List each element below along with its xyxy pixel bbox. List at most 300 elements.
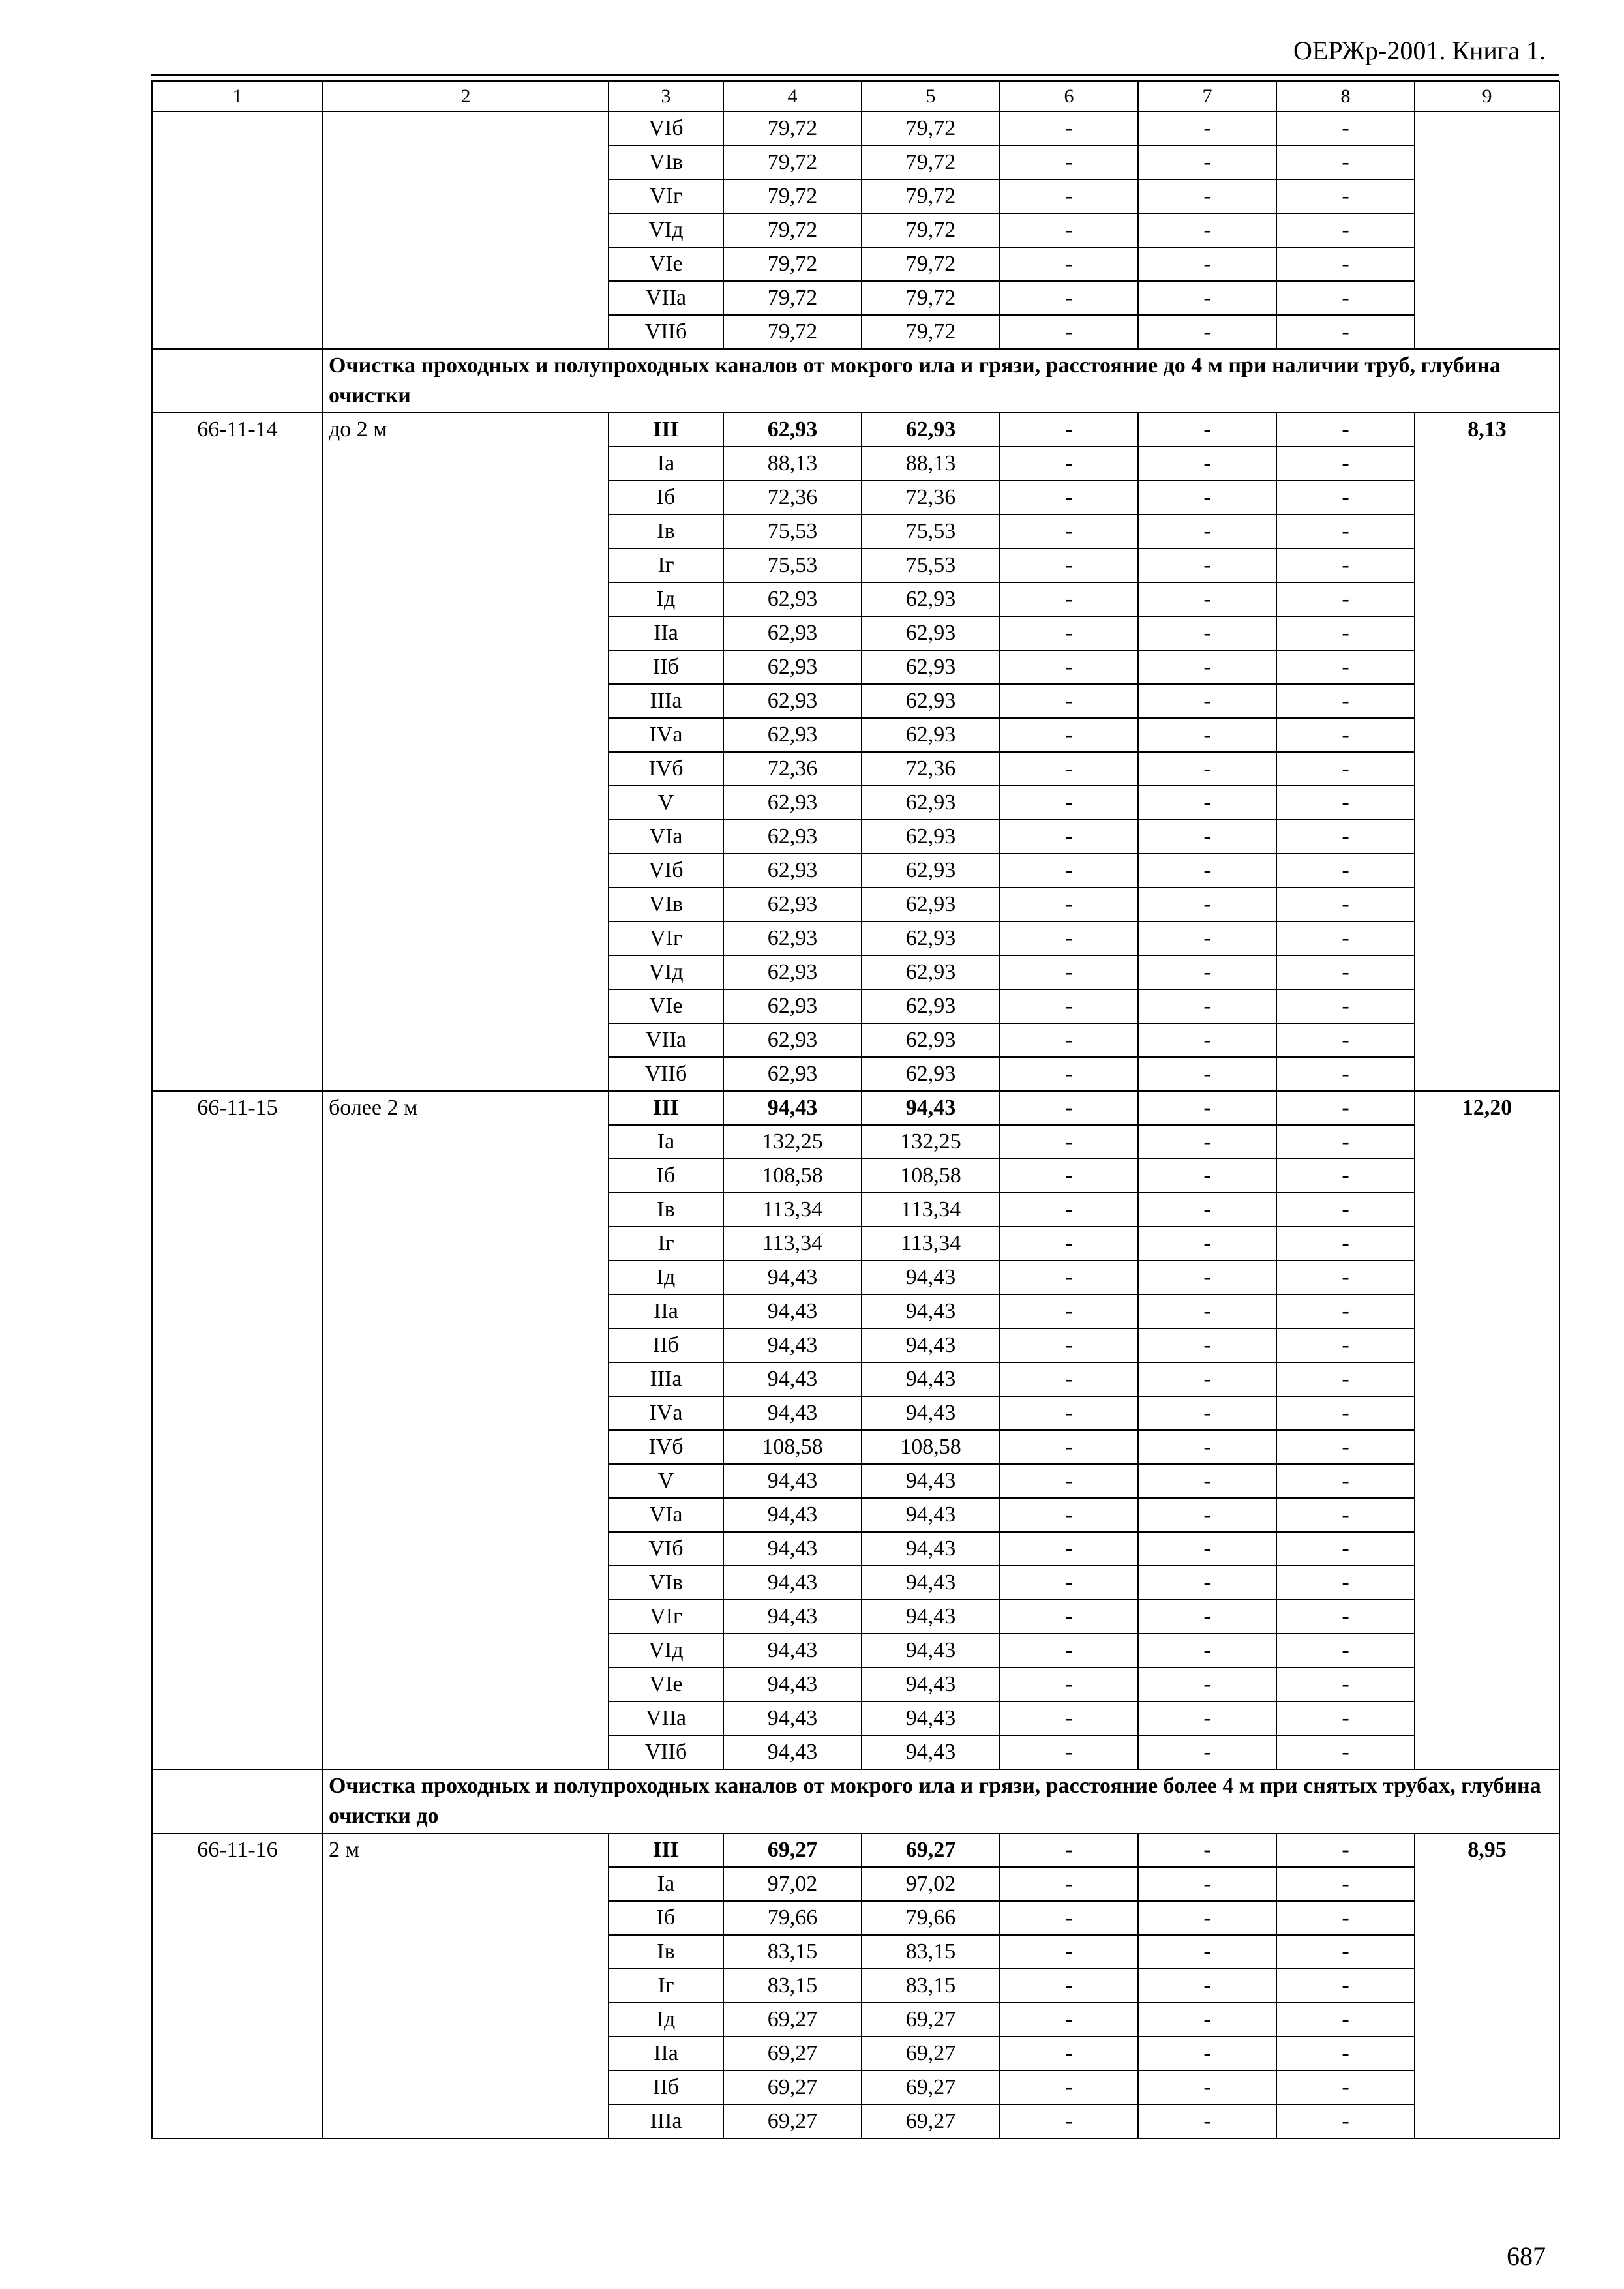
item-code: 66-11-14	[152, 413, 323, 1091]
machine-cost-cell: -	[1000, 1833, 1138, 1867]
wages-cell: 62,93	[862, 1023, 1000, 1057]
machinist-wages-cell: -	[1138, 481, 1276, 515]
wages-cell: 94,43	[862, 1668, 1000, 1701]
total-cost-cell: 62,93	[723, 650, 862, 684]
total-cost-cell: 62,93	[723, 718, 862, 752]
machine-cost-cell: -	[1000, 955, 1138, 989]
machine-cost-cell: -	[1000, 1566, 1138, 1600]
machinist-wages-cell: -	[1138, 1057, 1276, 1091]
materials-cost-cell: -	[1276, 1057, 1415, 1091]
price-group-cell: VIIа	[609, 1701, 723, 1735]
price-group-cell: VIд	[609, 955, 723, 989]
machinist-wages-cell: -	[1138, 413, 1276, 447]
materials-cost-cell: -	[1276, 718, 1415, 752]
total-cost-cell: 94,43	[723, 1396, 862, 1430]
wages-cell: 62,93	[862, 684, 1000, 718]
price-group-cell: VIг	[609, 1600, 723, 1634]
wages-cell: 83,15	[862, 1935, 1000, 1969]
price-group-cell: Iб	[609, 481, 723, 515]
machinist-wages-cell: -	[1138, 1159, 1276, 1193]
materials-cost-cell: -	[1276, 1328, 1415, 1362]
price-group-cell: VIв	[609, 888, 723, 921]
machinist-wages-cell: -	[1138, 820, 1276, 854]
total-cost-cell: 94,43	[723, 1566, 862, 1600]
materials-cost-cell: -	[1276, 1634, 1415, 1668]
price-group-cell: VIе	[609, 1668, 723, 1701]
wages-cell: 94,43	[862, 1634, 1000, 1668]
materials-cost-cell: -	[1276, 2104, 1415, 2138]
total-cost-cell: 62,93	[723, 1057, 862, 1091]
total-cost-cell: 62,93	[723, 989, 862, 1023]
total-cost-cell: 75,53	[723, 548, 862, 582]
table-row	[152, 413, 1559, 447]
wages-cell: 69,27	[862, 2003, 1000, 2037]
machinist-wages-cell: -	[1138, 650, 1276, 684]
column-number: 8	[1276, 82, 1415, 112]
wages-cell: 69,27	[862, 2037, 1000, 2071]
wages-cell: 69,27	[862, 2104, 1000, 2138]
wages-cell: 94,43	[862, 1566, 1000, 1600]
machine-cost-cell: -	[1000, 1867, 1138, 1901]
machinist-wages-cell: -	[1138, 752, 1276, 786]
materials-cost-cell: -	[1276, 315, 1415, 349]
wages-cell: 94,43	[862, 1328, 1000, 1362]
total-cost-cell: 108,58	[723, 1430, 862, 1464]
machinist-wages-cell: -	[1138, 2104, 1276, 2138]
machinist-wages-cell: -	[1138, 247, 1276, 281]
total-cost-cell: 94,43	[723, 1634, 862, 1668]
wages-cell: 62,93	[862, 820, 1000, 854]
total-cost-cell: 79,72	[723, 315, 862, 349]
price-group-cell: VIIб	[609, 1735, 723, 1769]
item-name: до 2 м	[323, 413, 609, 1091]
wages-cell: 75,53	[862, 515, 1000, 548]
price-group-cell: Iг	[609, 548, 723, 582]
wages-cell: 79,72	[862, 179, 1000, 213]
price-group-cell: IIа	[609, 616, 723, 650]
price-group-cell: Iд	[609, 1261, 723, 1294]
machinist-wages-cell: -	[1138, 515, 1276, 548]
total-cost-cell: 113,34	[723, 1227, 862, 1261]
materials-cost-cell: -	[1276, 1125, 1415, 1159]
total-cost-cell: 79,72	[723, 213, 862, 247]
wages-cell: 62,93	[862, 989, 1000, 1023]
machinist-wages-cell: -	[1138, 582, 1276, 616]
wages-cell: 94,43	[862, 1091, 1000, 1125]
machine-cost-cell: -	[1000, 616, 1138, 650]
machine-cost-cell: -	[1000, 1532, 1138, 1566]
price-group-cell: VIб	[609, 112, 723, 145]
materials-cost-cell: -	[1276, 1464, 1415, 1498]
machinist-wages-cell: -	[1138, 684, 1276, 718]
machine-cost-cell: -	[1000, 1498, 1138, 1532]
materials-cost-cell: -	[1276, 888, 1415, 921]
total-cost-cell: 79,72	[723, 112, 862, 145]
machine-cost-cell: -	[1000, 718, 1138, 752]
total-cost-cell: 69,27	[723, 2003, 862, 2037]
machine-cost-cell: -	[1000, 1261, 1138, 1294]
machine-cost-cell: -	[1000, 548, 1138, 582]
total-cost-cell: 79,72	[723, 145, 862, 179]
total-cost-cell: 94,43	[723, 1498, 862, 1532]
item-code: 66-11-15	[152, 1091, 323, 1769]
machine-cost-cell: -	[1000, 1362, 1138, 1396]
materials-cost-cell: -	[1276, 1430, 1415, 1464]
price-group-cell: IVб	[609, 1430, 723, 1464]
price-group-cell: Iа	[609, 1867, 723, 1901]
labor-cost-cell: 8,13	[1415, 413, 1559, 1091]
price-group-cell: III	[609, 1833, 723, 1867]
price-group-cell: Iд	[609, 582, 723, 616]
machinist-wages-cell: -	[1138, 1833, 1276, 1867]
total-cost-cell: 94,43	[723, 1532, 862, 1566]
price-group-cell: IVа	[609, 1396, 723, 1430]
section-spacer-cell	[152, 349, 323, 413]
machinist-wages-cell: -	[1138, 1701, 1276, 1735]
price-group-cell: Iг	[609, 1227, 723, 1261]
price-group-cell: VIв	[609, 1566, 723, 1600]
machine-cost-cell: -	[1000, 1294, 1138, 1328]
section-header-row	[152, 349, 1559, 413]
price-group-cell: VIг	[609, 179, 723, 213]
price-group-cell: VIв	[609, 145, 723, 179]
price-group-cell: Iв	[609, 1935, 723, 1969]
machinist-wages-cell: -	[1138, 1634, 1276, 1668]
materials-cost-cell: -	[1276, 1668, 1415, 1701]
machine-cost-cell: -	[1000, 1969, 1138, 2003]
machine-cost-cell: -	[1000, 1735, 1138, 1769]
total-cost-cell: 79,72	[723, 179, 862, 213]
materials-cost-cell: -	[1276, 413, 1415, 447]
machine-cost-cell: -	[1000, 820, 1138, 854]
materials-cost-cell: -	[1276, 921, 1415, 955]
materials-cost-cell: -	[1276, 1159, 1415, 1193]
column-number: 5	[862, 82, 1000, 112]
machinist-wages-cell: -	[1138, 145, 1276, 179]
total-cost-cell: 69,27	[723, 2071, 862, 2104]
machinist-wages-cell: -	[1138, 2071, 1276, 2104]
price-group-cell: VIд	[609, 213, 723, 247]
materials-cost-cell: -	[1276, 1867, 1415, 1901]
materials-cost-cell: -	[1276, 582, 1415, 616]
total-cost-cell: 72,36	[723, 752, 862, 786]
machine-cost-cell: -	[1000, 1091, 1138, 1125]
total-cost-cell: 62,93	[723, 413, 862, 447]
column-number: 2	[323, 82, 609, 112]
machinist-wages-cell: -	[1138, 854, 1276, 888]
total-cost-cell: 113,34	[723, 1193, 862, 1227]
wages-cell: 79,66	[862, 1901, 1000, 1935]
total-cost-cell: 88,13	[723, 447, 862, 481]
item-name: более 2 м	[323, 1091, 609, 1769]
price-group-cell: Iв	[609, 1193, 723, 1227]
price-group-cell: VIе	[609, 247, 723, 281]
machinist-wages-cell: -	[1138, 1125, 1276, 1159]
price-group-cell: V	[609, 786, 723, 820]
wages-cell: 94,43	[862, 1294, 1000, 1328]
wages-cell: 72,36	[862, 481, 1000, 515]
rates-table	[151, 81, 1560, 2139]
wages-cell: 62,93	[862, 921, 1000, 955]
machine-cost-cell: -	[1000, 281, 1138, 315]
total-cost-cell: 94,43	[723, 1294, 862, 1328]
total-cost-cell: 94,43	[723, 1091, 862, 1125]
materials-cost-cell: -	[1276, 1193, 1415, 1227]
machinist-wages-cell: -	[1138, 1227, 1276, 1261]
machinist-wages-cell: -	[1138, 888, 1276, 921]
machine-cost-cell: -	[1000, 213, 1138, 247]
column-number: 1	[152, 82, 323, 112]
wages-cell: 94,43	[862, 1701, 1000, 1735]
price-group-cell: VIе	[609, 989, 723, 1023]
total-cost-cell: 83,15	[723, 1935, 862, 1969]
materials-cost-cell: -	[1276, 1833, 1415, 1867]
machine-cost-cell: -	[1000, 1634, 1138, 1668]
materials-cost-cell: -	[1276, 2037, 1415, 2071]
labor-cost-cell	[1415, 112, 1559, 349]
total-cost-cell: 94,43	[723, 1464, 862, 1498]
wages-cell: 79,72	[862, 112, 1000, 145]
materials-cost-cell: -	[1276, 1600, 1415, 1634]
price-group-cell: VIIа	[609, 1023, 723, 1057]
wages-cell: 83,15	[862, 1969, 1000, 2003]
machinist-wages-cell: -	[1138, 1901, 1276, 1935]
wages-cell: 62,93	[862, 854, 1000, 888]
machine-cost-cell: -	[1000, 1159, 1138, 1193]
wages-cell: 97,02	[862, 1867, 1000, 1901]
total-cost-cell: 94,43	[723, 1261, 862, 1294]
machinist-wages-cell: -	[1138, 548, 1276, 582]
price-group-cell: IIб	[609, 1328, 723, 1362]
wages-cell: 94,43	[862, 1464, 1000, 1498]
machinist-wages-cell: -	[1138, 1969, 1276, 2003]
materials-cost-cell: -	[1276, 1294, 1415, 1328]
machinist-wages-cell: -	[1138, 447, 1276, 481]
total-cost-cell: 69,27	[723, 2037, 862, 2071]
machine-cost-cell: -	[1000, 413, 1138, 447]
machinist-wages-cell: -	[1138, 179, 1276, 213]
price-group-cell: VIб	[609, 1532, 723, 1566]
price-group-cell: Iд	[609, 2003, 723, 2037]
wages-cell: 62,93	[862, 413, 1000, 447]
column-numbers-row	[152, 82, 1559, 112]
machine-cost-cell: -	[1000, 2037, 1138, 2071]
page-number: 687	[1507, 2241, 1546, 2271]
price-group-cell: IIа	[609, 2037, 723, 2071]
machine-cost-cell: -	[1000, 1901, 1138, 1935]
wages-cell: 62,93	[862, 786, 1000, 820]
machine-cost-cell: -	[1000, 854, 1138, 888]
total-cost-cell: 62,93	[723, 820, 862, 854]
machinist-wages-cell: -	[1138, 315, 1276, 349]
materials-cost-cell: -	[1276, 616, 1415, 650]
rates-table-body	[152, 82, 1559, 2138]
price-group-cell: Iв	[609, 515, 723, 548]
wages-cell: 79,72	[862, 213, 1000, 247]
price-group-cell: IIIа	[609, 684, 723, 718]
total-cost-cell: 132,25	[723, 1125, 862, 1159]
machine-cost-cell: -	[1000, 1600, 1138, 1634]
machine-cost-cell: -	[1000, 1193, 1138, 1227]
total-cost-cell: 83,15	[723, 1969, 862, 2003]
price-group-cell: III	[609, 1091, 723, 1125]
materials-cost-cell: -	[1276, 1362, 1415, 1396]
machinist-wages-cell: -	[1138, 989, 1276, 1023]
machinist-wages-cell: -	[1138, 1396, 1276, 1430]
machinist-wages-cell: -	[1138, 1328, 1276, 1362]
column-number: 4	[723, 82, 862, 112]
price-group-cell: VIб	[609, 854, 723, 888]
total-cost-cell: 62,93	[723, 616, 862, 650]
wages-cell: 72,36	[862, 752, 1000, 786]
price-group-cell: Iа	[609, 1125, 723, 1159]
total-cost-cell: 94,43	[723, 1701, 862, 1735]
price-group-cell: IIIа	[609, 1362, 723, 1396]
price-group-cell: VIа	[609, 1498, 723, 1532]
materials-cost-cell: -	[1276, 1023, 1415, 1057]
total-cost-cell: 62,93	[723, 888, 862, 921]
machine-cost-cell: -	[1000, 447, 1138, 481]
machine-cost-cell: -	[1000, 2071, 1138, 2104]
wages-cell: 113,34	[862, 1193, 1000, 1227]
total-cost-cell: 62,93	[723, 684, 862, 718]
price-group-cell: Iб	[609, 1901, 723, 1935]
total-cost-cell: 62,93	[723, 786, 862, 820]
wages-cell: 88,13	[862, 447, 1000, 481]
wages-cell: 62,93	[862, 718, 1000, 752]
price-group-cell: IVб	[609, 752, 723, 786]
total-cost-cell: 62,93	[723, 582, 862, 616]
machine-cost-cell: -	[1000, 1227, 1138, 1261]
machine-cost-cell: -	[1000, 1023, 1138, 1057]
wages-cell: 94,43	[862, 1498, 1000, 1532]
machinist-wages-cell: -	[1138, 955, 1276, 989]
wages-cell: 94,43	[862, 1362, 1000, 1396]
materials-cost-cell: -	[1276, 684, 1415, 718]
price-group-cell: IIб	[609, 650, 723, 684]
total-cost-cell: 79,72	[723, 281, 862, 315]
materials-cost-cell: -	[1276, 2071, 1415, 2104]
price-group-cell: VIа	[609, 820, 723, 854]
table-row	[152, 1833, 1559, 1867]
materials-cost-cell: -	[1276, 1566, 1415, 1600]
materials-cost-cell: -	[1276, 854, 1415, 888]
name-cell	[323, 112, 609, 349]
machine-cost-cell: -	[1000, 1935, 1138, 1969]
materials-cost-cell: -	[1276, 1969, 1415, 2003]
machine-cost-cell: -	[1000, 752, 1138, 786]
price-group-cell: IIб	[609, 2071, 723, 2104]
wages-cell: 62,93	[862, 888, 1000, 921]
materials-cost-cell: -	[1276, 1901, 1415, 1935]
total-cost-cell: 97,02	[723, 1867, 862, 1901]
price-group-cell: VIIа	[609, 281, 723, 315]
wages-cell: 94,43	[862, 1261, 1000, 1294]
materials-cost-cell: -	[1276, 1261, 1415, 1294]
price-group-cell: Iг	[609, 1969, 723, 2003]
materials-cost-cell: -	[1276, 1735, 1415, 1769]
materials-cost-cell: -	[1276, 1701, 1415, 1735]
machine-cost-cell: -	[1000, 247, 1138, 281]
machine-cost-cell: -	[1000, 1328, 1138, 1362]
price-group-cell: VIг	[609, 921, 723, 955]
wages-cell: 94,43	[862, 1735, 1000, 1769]
machinist-wages-cell: -	[1138, 1498, 1276, 1532]
machinist-wages-cell: -	[1138, 786, 1276, 820]
wages-cell: 79,72	[862, 247, 1000, 281]
total-cost-cell: 62,93	[723, 854, 862, 888]
machinist-wages-cell: -	[1138, 1464, 1276, 1498]
total-cost-cell: 94,43	[723, 1362, 862, 1396]
machinist-wages-cell: -	[1138, 1600, 1276, 1634]
wages-cell: 62,93	[862, 650, 1000, 684]
wages-cell: 62,93	[862, 955, 1000, 989]
materials-cost-cell: -	[1276, 1227, 1415, 1261]
machine-cost-cell: -	[1000, 888, 1138, 921]
machine-cost-cell: -	[1000, 112, 1138, 145]
wages-cell: 69,27	[862, 1833, 1000, 1867]
machine-cost-cell: -	[1000, 1701, 1138, 1735]
machinist-wages-cell: -	[1138, 1193, 1276, 1227]
machinist-wages-cell: -	[1138, 718, 1276, 752]
section-spacer-cell	[152, 1769, 323, 1833]
column-number: 9	[1415, 82, 1559, 112]
section-title: Очистка проходных и полупроходных каналов от мокрого ила и грязи, расстояние более 4 м при снятых трубах, глубина очистки до	[323, 1769, 1559, 1833]
machinist-wages-cell: -	[1138, 1935, 1276, 1969]
machinist-wages-cell: -	[1138, 1294, 1276, 1328]
materials-cost-cell: -	[1276, 2003, 1415, 2037]
machine-cost-cell: -	[1000, 921, 1138, 955]
machine-cost-cell: -	[1000, 989, 1138, 1023]
materials-cost-cell: -	[1276, 179, 1415, 213]
materials-cost-cell: -	[1276, 1091, 1415, 1125]
wages-cell: 62,93	[862, 1057, 1000, 1091]
price-group-cell: IVа	[609, 718, 723, 752]
total-cost-cell: 72,36	[723, 481, 862, 515]
machine-cost-cell: -	[1000, 786, 1138, 820]
price-group-cell: IIIа	[609, 2104, 723, 2138]
machine-cost-cell: -	[1000, 515, 1138, 548]
labor-cost-cell: 8,95	[1415, 1833, 1559, 2138]
materials-cost-cell: -	[1276, 145, 1415, 179]
total-cost-cell: 108,58	[723, 1159, 862, 1193]
machinist-wages-cell: -	[1138, 1735, 1276, 1769]
machine-cost-cell: -	[1000, 2104, 1138, 2138]
materials-cost-cell: -	[1276, 281, 1415, 315]
machinist-wages-cell: -	[1138, 1261, 1276, 1294]
price-group-cell: IIа	[609, 1294, 723, 1328]
machinist-wages-cell: -	[1138, 1362, 1276, 1396]
total-cost-cell: 79,72	[723, 247, 862, 281]
wages-cell: 79,72	[862, 281, 1000, 315]
price-group-cell: V	[609, 1464, 723, 1498]
materials-cost-cell: -	[1276, 1935, 1415, 1969]
total-cost-cell: 75,53	[723, 515, 862, 548]
materials-cost-cell: -	[1276, 955, 1415, 989]
machine-cost-cell: -	[1000, 315, 1138, 349]
wages-cell: 94,43	[862, 1396, 1000, 1430]
code-cell	[152, 112, 323, 349]
price-group-cell: Iа	[609, 447, 723, 481]
machinist-wages-cell: -	[1138, 281, 1276, 315]
machinist-wages-cell: -	[1138, 921, 1276, 955]
table-row	[152, 112, 1559, 145]
materials-cost-cell: -	[1276, 515, 1415, 548]
machine-cost-cell: -	[1000, 1430, 1138, 1464]
total-cost-cell: 94,43	[723, 1600, 862, 1634]
wages-cell: 62,93	[862, 616, 1000, 650]
materials-cost-cell: -	[1276, 1532, 1415, 1566]
